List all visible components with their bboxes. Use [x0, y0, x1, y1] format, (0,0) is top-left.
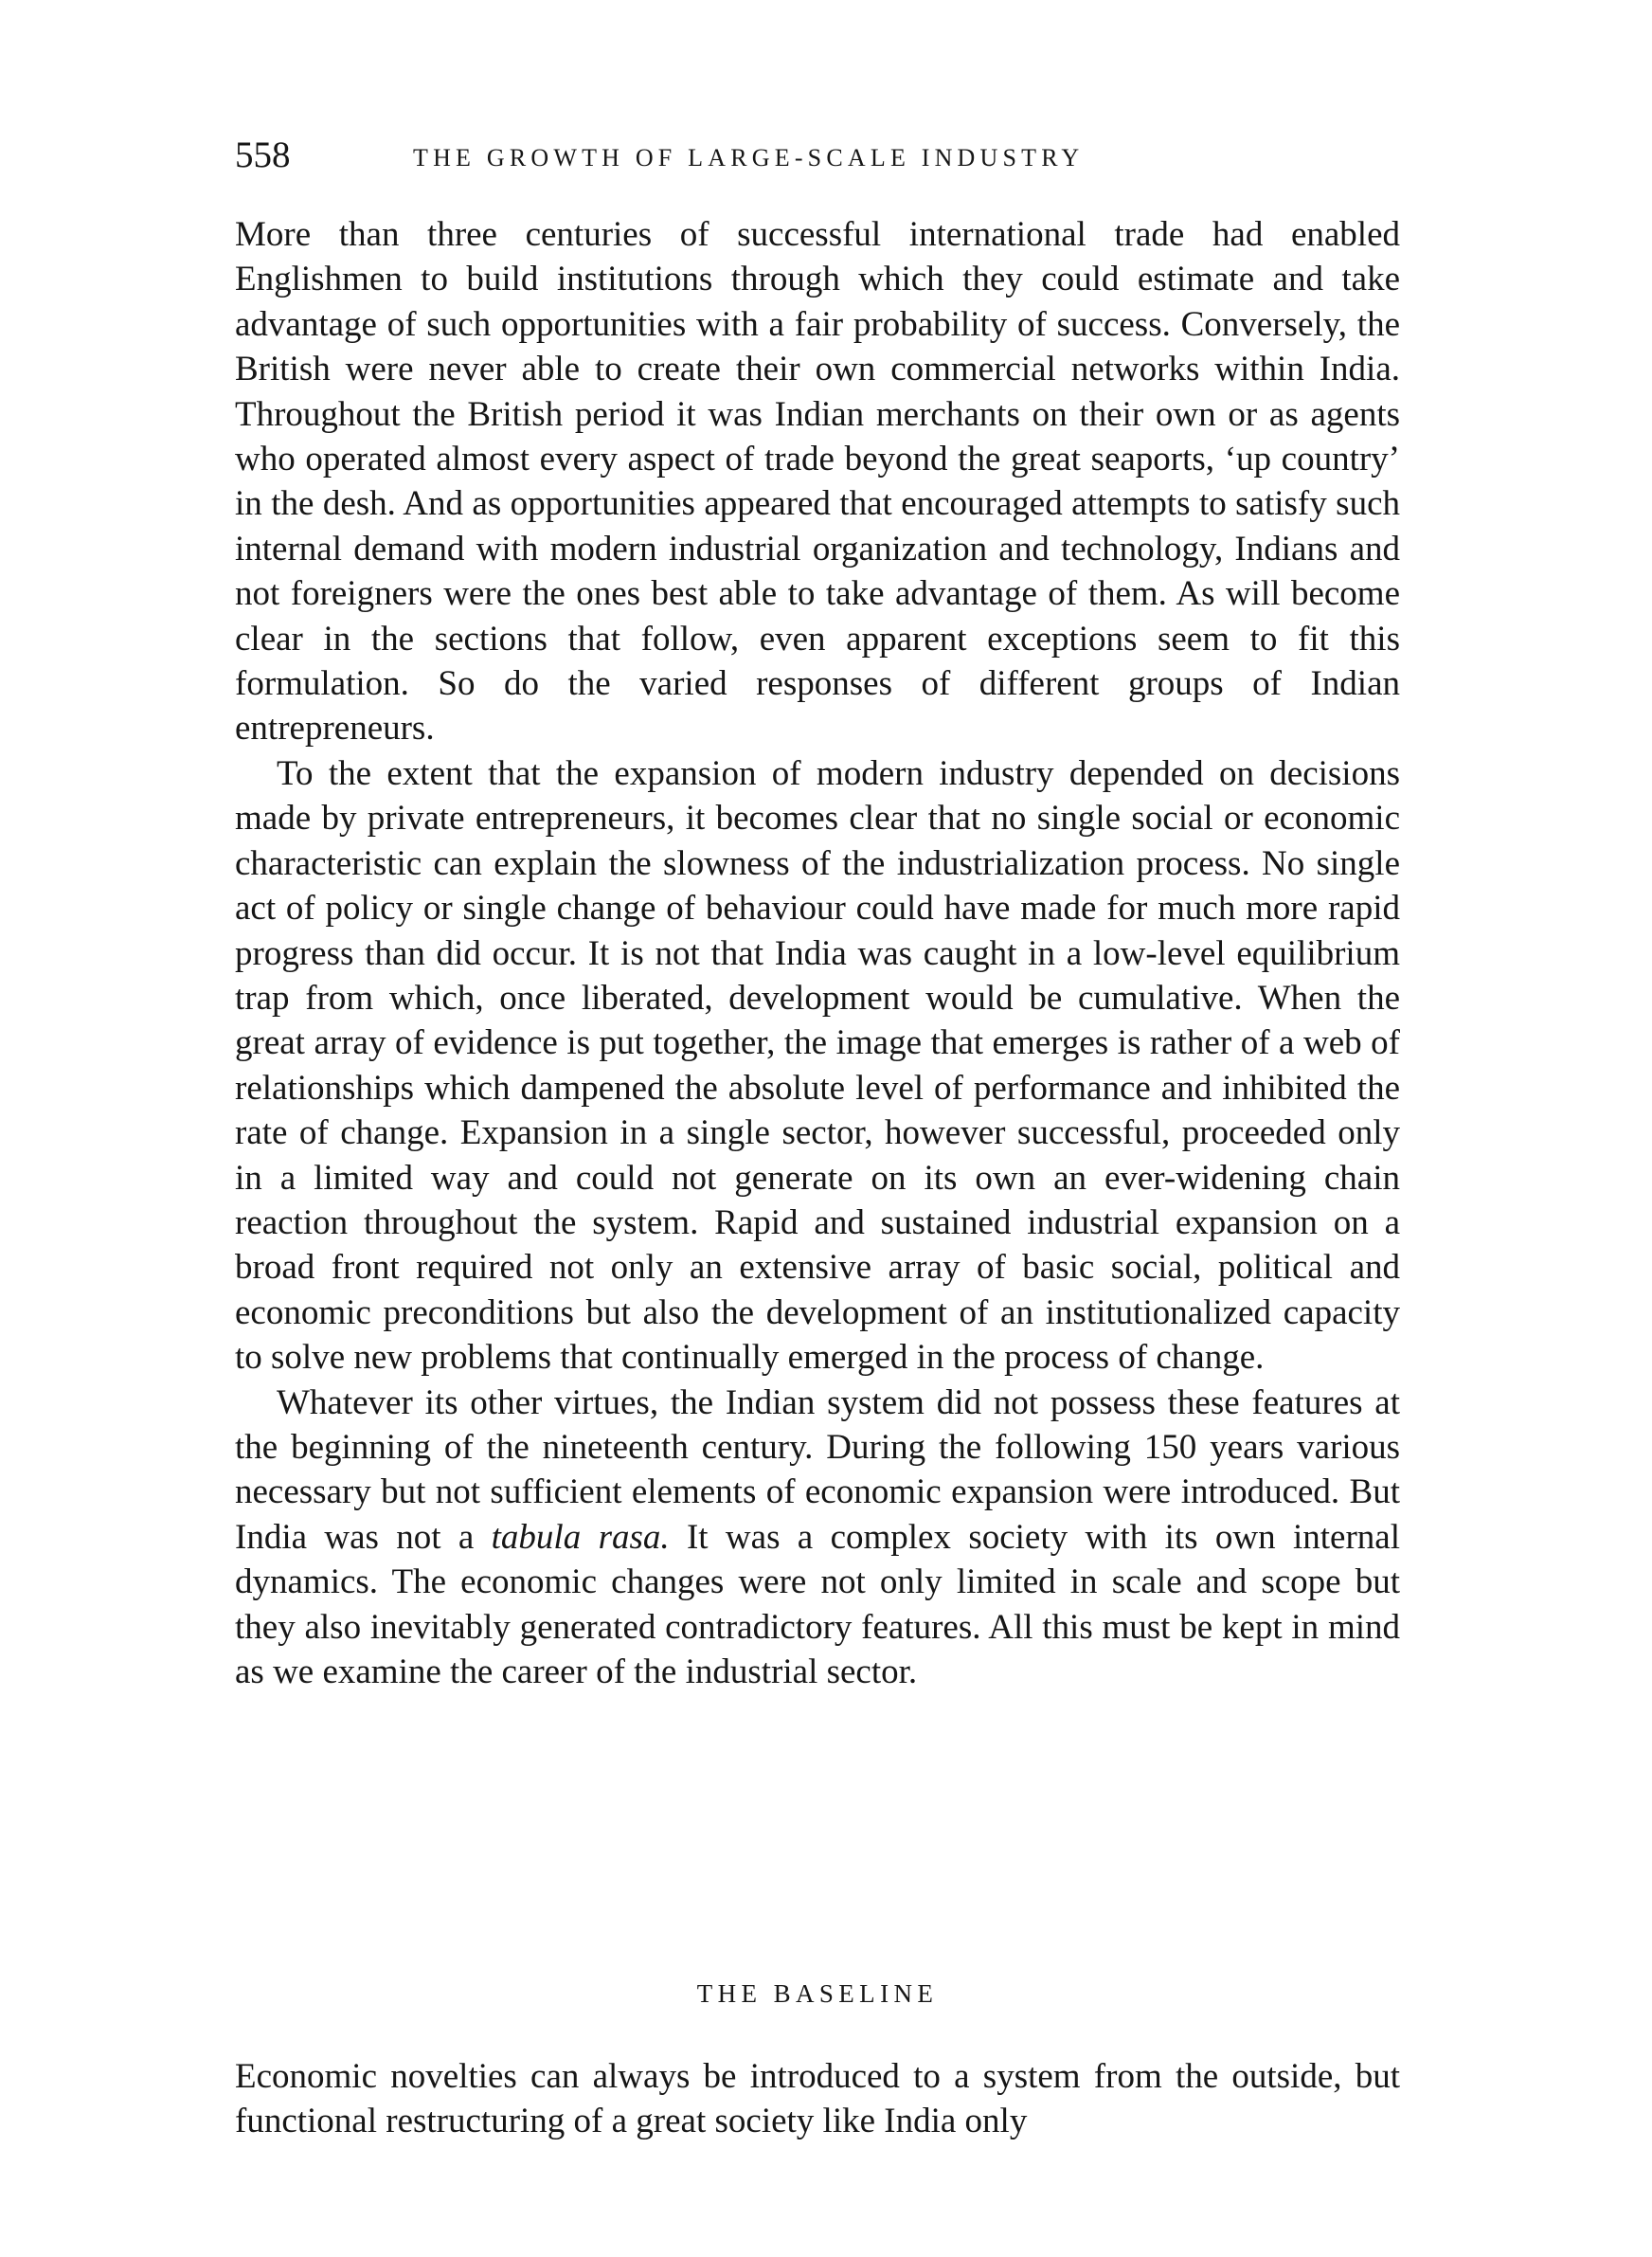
section-body-text	[235, 2054, 1400, 2144]
paragraph-3	[235, 1381, 1400, 1695]
paragraph-1: More than three centuries of successful international trade had enabled Englishmen to build institutions through which they could estimate and take advantage of such opportunities with a fair probability of success. Conversely, the British were never able to create their own commercial networks within India. Throughout the British period it was Indian merchants on their own or as agents who operated almost every aspect of trade beyond the great seaports, ‘up country’ in the desh. And as opportunities appeared that encouraged attempts to satisfy such internal demand with modern industrial organization and technology, Indians and not foreigners were the ones best able to take advantage of them. As will become clear in the sections that follow, even apparent exceptions seem to fit this formulation. So do the varied responses of different groups of Indian entrepreneurs.	[235, 215, 1400, 749]
page-number: 558	[235, 135, 291, 175]
running-title: THE GROWTH OF LARGE-SCALE INDUSTRY	[413, 144, 1085, 172]
running-head	[235, 127, 1400, 184]
section-heading: THE BASELINE	[696, 1979, 939, 2008]
body-text	[235, 212, 1400, 1694]
paragraph-2: To the extent that the expansion of modern industry depended on decisions made by private entrepreneurs, it becomes clear that no single social or economic characteristic can explain the slowness of the industrialization process. No single act of policy or single change of behaviour could have made for much more rapid progress than did occur. It is not that India was caught in a low-level equilibrium trap from which, once liberated, development would be cumulative. When the great array of evidence is put together, the image that emerges is rather of a web of relationships which dampened the absolute level of performance and inhibited the rate of change. Expansion in a single sector, however successful, proceeded only in a limited way and could not generate on its own an ever-widening chain reaction throughout the system. Rapid and sustained industrial expansion on a broad front required not only an extensive array of basic social, political and economic preconditions but also the development of an institutionalized capacity to solve new problems that continually emerged in the process of change.	[235, 753, 1400, 1378]
paragraph-3-part-1: Whatever its other virtues, the Indian system did not possess these features at the beginning of the nineteenth century. During the following 150 years various necessary but not sufficient elements of economic expansion were introduced. But India was not a	[235, 1382, 1400, 1557]
italic-term: tabula rasa.	[491, 1517, 670, 1557]
paragraph-3-part-2: It was a complex society with its own internal dynamics. The economic changes were not only limited in scale and scope but they also inevitably generated contradictory features. All this must be kept in mind as we examine the career of the industrial sector.	[235, 1517, 1400, 1691]
section-paragraph: Economic novelties can always be introduced to a system from the outside, but functional restructuring of a great society like India only	[235, 2057, 1400, 2141]
